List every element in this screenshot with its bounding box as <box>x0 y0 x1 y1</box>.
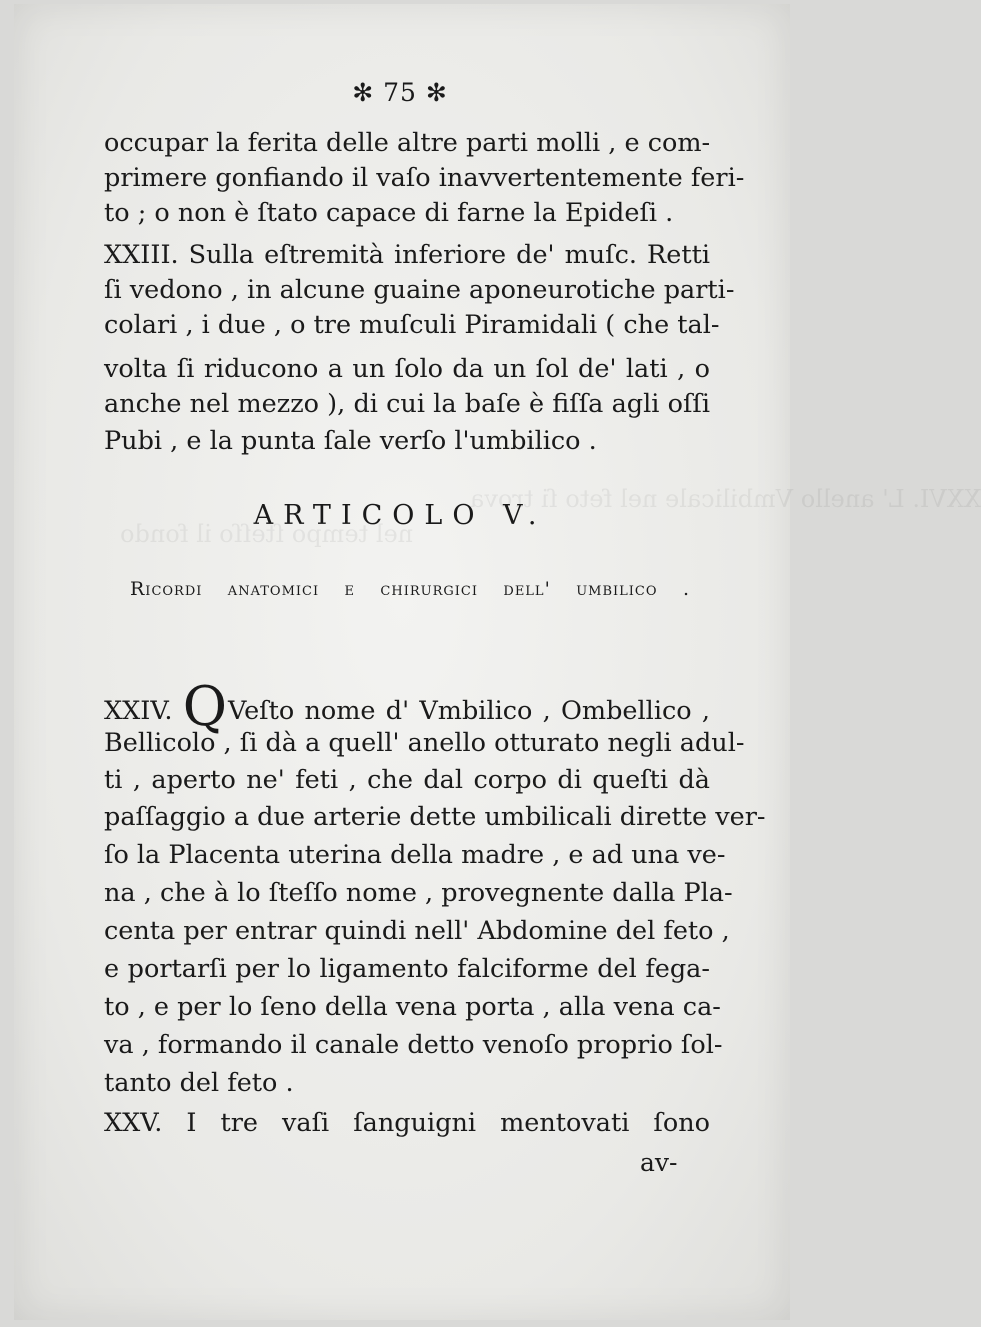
text-line: na , che à lo ſteſſo nome , provegnente dalla Pla- <box>104 878 733 908</box>
text-line: anche nel mezzo ), di cui la baſe è fiſſa agli oſſi <box>104 389 710 419</box>
text-line: to ; o non è ſtato capace di farne la Epideſi . <box>104 198 674 228</box>
text-line: e portarſi per lo ligamento falciforme del fega- <box>104 954 710 984</box>
text-line: occupar la ferita delle altre parti molli , e com- <box>104 128 711 158</box>
show-through-text: nel tempo ſteſſo il fondo <box>120 520 414 548</box>
text-line: XXIII. Sulla eſtremità inferiore de' muſc. Retti <box>104 240 710 270</box>
text-line: colari , i due , o tre muſculi Piramidali ( che tal- <box>104 310 720 340</box>
text-line: centa per entrar quindi nell' Abdomine del feto , <box>104 916 730 946</box>
article-heading: ARTICOLO V. <box>253 500 547 531</box>
text-line: ſo la Placenta uterina della madre , e ad una ve- <box>104 840 726 870</box>
paragraph-number: XXIV. <box>104 696 173 726</box>
drop-cap: Q <box>182 675 227 738</box>
text-line: to , e per lo ſeno della vena porta , alla vena ca- <box>104 992 721 1022</box>
text-line: paſſaggio a due arterie dette umbilicali dirette ver- <box>104 802 766 832</box>
article-subheading: Ricordi anatomici e chirurgici dell' umbilico . <box>130 578 690 600</box>
text-line: XXV. I tre vaſi ſanguigni mentovati ſono <box>104 1108 710 1138</box>
page-header: ✻ 75 ✻ <box>352 78 448 107</box>
show-through-text: XXVI. L' anello Vmbilicale nel feto ſi trova <box>470 485 981 513</box>
text-line: tanto del feto . <box>104 1068 294 1098</box>
catchword: av- <box>640 1148 678 1177</box>
text-line: Pubi , e la punta ſale verſo l'umbilico . <box>104 426 597 456</box>
text-line: ti , aperto ne' feti , che dal corpo di queſti dà <box>104 765 710 795</box>
text-line-dropcap <box>104 675 710 738</box>
text-line: va , formando il canale detto venoſo proprio ſol- <box>104 1030 723 1060</box>
text-line: Bellicolo , ſi dà a quell' anello otturato negli adul- <box>104 728 745 758</box>
text-fragment: Veſto nome d' Vmbilico , Ombellico , <box>228 696 710 726</box>
text-line: ſi vedono , in alcune guaine aponeurotiche parti- <box>104 275 735 305</box>
text-line: volta ſi riducono a un ſolo da un ſol de' lati , o <box>104 354 710 384</box>
text-line: primere gonfiando il vaſo inavvertentemente feri- <box>104 163 745 193</box>
